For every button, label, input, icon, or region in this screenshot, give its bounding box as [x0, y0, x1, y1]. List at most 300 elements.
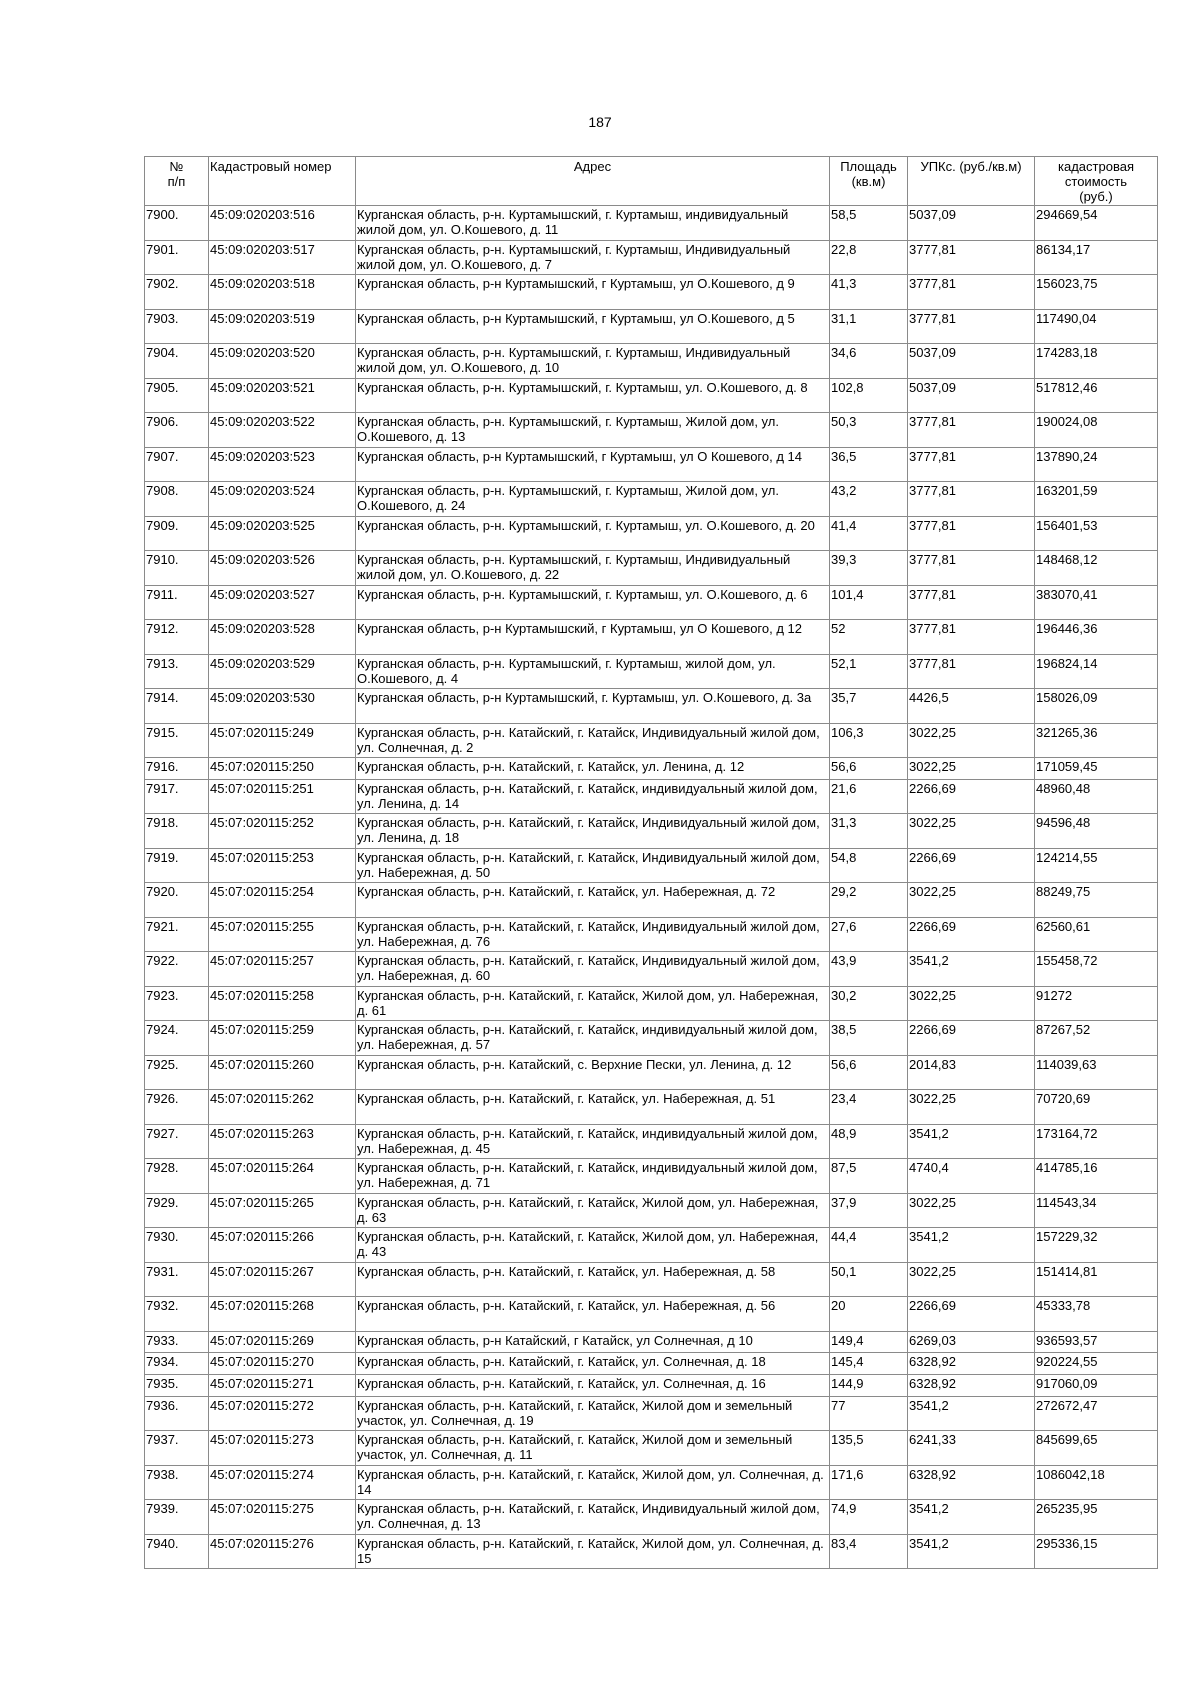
cadastral-value-cell: 845699,65 — [1035, 1431, 1158, 1466]
row-number-cell: 7929. — [145, 1193, 209, 1228]
cadastral-number-cell: 45:07:020115:272 — [209, 1396, 356, 1431]
row-number-cell: 7903. — [145, 309, 209, 344]
row-number-cell: 7936. — [145, 1396, 209, 1431]
cadastral-number-cell: 45:09:020203:524 — [209, 482, 356, 517]
address-cell: Курганская область, р-н. Куртамышский, г. Куртамыш, Индивидуальный жилой дом, ул. О.Кошевого, д. 10 — [356, 344, 830, 379]
cadastral-number-cell: 45:09:020203:530 — [209, 689, 356, 724]
row-number-cell: 7906. — [145, 413, 209, 448]
upks-cell: 3022,25 — [908, 1262, 1035, 1297]
table-row — [145, 1159, 1158, 1194]
table-row — [145, 1500, 1158, 1535]
cadastral-number-cell: 45:07:020115:252 — [209, 814, 356, 849]
address-cell: Курганская область, р-н. Катайский, г. Катайск, ул. Ленина, д. 12 — [356, 758, 830, 780]
header-area-line-1: Площадь — [840, 159, 897, 174]
upks-cell: 3541,2 — [908, 1500, 1035, 1535]
row-number-cell: 7935. — [145, 1375, 209, 1397]
upks-cell: 3777,81 — [908, 275, 1035, 310]
table-row — [145, 758, 1158, 780]
address-cell: Курганская область, р-н. Катайский, г. Катайск, Жилой дом и земельный участок, ул. Солнечная, д. 19 — [356, 1396, 830, 1431]
cadastral-number-cell: 45:07:020115:273 — [209, 1431, 356, 1466]
row-number-cell: 7940. — [145, 1534, 209, 1569]
upks-cell: 3541,2 — [908, 1228, 1035, 1263]
upks-cell: 6241,33 — [908, 1431, 1035, 1466]
upks-cell: 2266,69 — [908, 848, 1035, 883]
table-row — [145, 482, 1158, 517]
upks-cell: 3022,25 — [908, 1193, 1035, 1228]
address-cell: Курганская область, р-н Катайский, г Катайск, ул Солнечная, д 10 — [356, 1331, 830, 1353]
cadastral-value-cell: 87267,52 — [1035, 1021, 1158, 1056]
row-number-cell: 7905. — [145, 378, 209, 413]
cadastral-number-cell: 45:07:020115:265 — [209, 1193, 356, 1228]
table-row — [145, 1465, 1158, 1500]
cadastral-value-cell: 265235,95 — [1035, 1500, 1158, 1535]
area-cell: 20 — [830, 1297, 908, 1332]
address-cell: Курганская область, р-н. Катайский, г. Катайск, индивидуальный жилой дом, ул. Набережная, д. 71 — [356, 1159, 830, 1194]
cadastral-value-cell: 48960,48 — [1035, 779, 1158, 814]
cadastral-value-cell: 114039,63 — [1035, 1055, 1158, 1090]
upks-cell: 2014,83 — [908, 1055, 1035, 1090]
cadastral-value-cell: 414785,16 — [1035, 1159, 1158, 1194]
area-cell: 48,9 — [830, 1124, 908, 1159]
header-value-line-1: кадастровая — [1058, 159, 1134, 174]
row-number-cell: 7930. — [145, 1228, 209, 1263]
address-cell: Курганская область, р-н. Катайский, г. Катайск, Жилой дом, ул. Набережная, д. 43 — [356, 1228, 830, 1263]
address-cell: Курганская область, р-н. Куртамышский, г. Куртамыш, жилой дом, ул. О.Кошевого, д. 4 — [356, 654, 830, 689]
header-num — [145, 157, 209, 206]
address-cell: Курганская область, р-н. Куртамышский, г. Куртамыш, ул. О.Кошевого, д. 20 — [356, 516, 830, 551]
cadastral-number-cell: 45:09:020203:521 — [209, 378, 356, 413]
table-row — [145, 1431, 1158, 1466]
address-cell: Курганская область, р-н. Куртамышский, г. Куртамыш, индивидуальный жилой дом, ул. О.Кошевого, д. 11 — [356, 206, 830, 241]
header-cadastral-number-text: Кадастровый номер — [210, 159, 332, 174]
address-cell: Курганская область, р-н. Катайский, г. Катайск, ул. Набережная, д. 51 — [356, 1090, 830, 1125]
address-cell: Курганская область, р-н. Катайский, г. Катайск, ул. Набережная, д. 58 — [356, 1262, 830, 1297]
header-area — [830, 157, 908, 206]
area-cell: 41,4 — [830, 516, 908, 551]
table-row — [145, 1396, 1158, 1431]
cadastral-value-table — [144, 156, 1158, 1569]
address-cell: Курганская область, р-н. Катайский, г. Катайск, Жилой дом, ул. Солнечная, д. 14 — [356, 1465, 830, 1500]
table-row — [145, 1375, 1158, 1397]
cadastral-number-cell: 45:07:020115:276 — [209, 1534, 356, 1569]
cadastral-value-cell: 137890,24 — [1035, 447, 1158, 482]
row-number-cell: 7908. — [145, 482, 209, 517]
address-cell: Курганская область, р-н. Катайский, с. Верхние Пески, ул. Ленина, д. 12 — [356, 1055, 830, 1090]
area-cell: 30,2 — [830, 986, 908, 1021]
upks-cell: 4426,5 — [908, 689, 1035, 724]
address-cell: Курганская область, р-н. Катайский, г. Катайск, индивидуальный жилой дом, ул. Ленина, д. 14 — [356, 779, 830, 814]
upks-cell: 3541,2 — [908, 952, 1035, 987]
table-row — [145, 585, 1158, 620]
upks-cell: 3777,81 — [908, 482, 1035, 517]
address-cell: Курганская область, р-н. Катайский, г. Катайск, ул. Солнечная, д. 16 — [356, 1375, 830, 1397]
cadastral-value-cell: 1086042,18 — [1035, 1465, 1158, 1500]
cadastral-value-cell: 62560,61 — [1035, 917, 1158, 952]
upks-cell: 5037,09 — [908, 378, 1035, 413]
address-cell: Курганская область, р-н. Катайский, г. Катайск, Жилой дом, ул. Солнечная, д. 15 — [356, 1534, 830, 1569]
cadastral-value-cell: 114543,34 — [1035, 1193, 1158, 1228]
cadastral-number-cell: 45:07:020115:255 — [209, 917, 356, 952]
cadastral-value-cell: 917060,09 — [1035, 1375, 1158, 1397]
table-row — [145, 620, 1158, 655]
area-cell: 52,1 — [830, 654, 908, 689]
upks-cell: 6328,92 — [908, 1465, 1035, 1500]
area-cell: 149,4 — [830, 1331, 908, 1353]
area-cell: 87,5 — [830, 1159, 908, 1194]
cadastral-value-cell: 936593,57 — [1035, 1331, 1158, 1353]
area-cell: 74,9 — [830, 1500, 908, 1535]
cadastral-value-cell: 70720,69 — [1035, 1090, 1158, 1125]
cadastral-number-cell: 45:07:020115:260 — [209, 1055, 356, 1090]
upks-cell: 3777,81 — [908, 447, 1035, 482]
cadastral-value-cell: 174283,18 — [1035, 344, 1158, 379]
header-num-line-2: п/п — [167, 174, 186, 189]
cadastral-number-cell: 45:07:020115:250 — [209, 758, 356, 780]
table-row — [145, 516, 1158, 551]
row-number-cell: 7922. — [145, 952, 209, 987]
cadastral-number-cell: 45:07:020115:264 — [209, 1159, 356, 1194]
upks-cell: 3777,81 — [908, 516, 1035, 551]
area-cell: 54,8 — [830, 848, 908, 883]
cadastral-number-cell: 45:07:020115:271 — [209, 1375, 356, 1397]
address-cell: Курганская область, р-н. Катайский, г. Катайск, индивидуальный жилой дом, ул. Набережная, д. 57 — [356, 1021, 830, 1056]
address-cell: Курганская область, р-н Куртамышский, г Куртамыш, ул О.Кошевого, д 5 — [356, 309, 830, 344]
cadastral-value-cell: 117490,04 — [1035, 309, 1158, 344]
table-row — [145, 1262, 1158, 1297]
area-cell: 101,4 — [830, 585, 908, 620]
address-cell: Курганская область, р-н Куртамышский, г Куртамыш, ул О Кошевого, д 12 — [356, 620, 830, 655]
header-upks — [908, 157, 1035, 206]
cadastral-value-cell: 196446,36 — [1035, 620, 1158, 655]
area-cell: 37,9 — [830, 1193, 908, 1228]
cadastral-number-cell: 45:07:020115:259 — [209, 1021, 356, 1056]
cadastral-value-cell: 383070,41 — [1035, 585, 1158, 620]
address-cell: Курганская область, р-н. Катайский, г. Катайск, Индивидуальный жилой дом, ул. Солнечная, д. 2 — [356, 723, 830, 758]
table-row — [145, 1021, 1158, 1056]
cadastral-value-cell: 173164,72 — [1035, 1124, 1158, 1159]
upks-cell: 2266,69 — [908, 1297, 1035, 1332]
row-number-cell: 7909. — [145, 516, 209, 551]
cadastral-value-cell: 295336,15 — [1035, 1534, 1158, 1569]
header-upks-text: УПКс. (руб./кв.м) — [920, 159, 1022, 174]
address-cell: Курганская область, р-н Куртамышский, г. Куртамыш, ул. О.Кошевого, д. 3а — [356, 689, 830, 724]
area-cell: 144,9 — [830, 1375, 908, 1397]
cadastral-value-cell: 171059,45 — [1035, 758, 1158, 780]
row-number-cell: 7924. — [145, 1021, 209, 1056]
table-row — [145, 309, 1158, 344]
row-number-cell: 7901. — [145, 240, 209, 275]
table-row — [145, 413, 1158, 448]
upks-cell: 3777,81 — [908, 240, 1035, 275]
cadastral-number-cell: 45:09:020203:516 — [209, 206, 356, 241]
cadastral-number-cell: 45:07:020115:269 — [209, 1331, 356, 1353]
area-cell: 41,3 — [830, 275, 908, 310]
row-number-cell: 7926. — [145, 1090, 209, 1125]
table-header-row — [145, 157, 1158, 206]
upks-cell: 3777,81 — [908, 309, 1035, 344]
area-cell: 106,3 — [830, 723, 908, 758]
row-number-cell: 7915. — [145, 723, 209, 758]
table-row — [145, 917, 1158, 952]
cadastral-value-cell: 94596,48 — [1035, 814, 1158, 849]
page-number: 187 — [588, 114, 612, 130]
address-cell: Курганская область, р-н. Катайский, г. Катайск, ул. Солнечная, д. 18 — [356, 1353, 830, 1375]
table-row — [145, 1055, 1158, 1090]
address-cell: Курганская область, р-н. Куртамышский, г. Куртамыш, ул. О.Кошевого, д. 6 — [356, 585, 830, 620]
table-row — [145, 344, 1158, 379]
table-row — [145, 447, 1158, 482]
upks-cell: 2266,69 — [908, 1021, 1035, 1056]
cadastral-number-cell: 45:07:020115:263 — [209, 1124, 356, 1159]
table-row — [145, 986, 1158, 1021]
upks-cell: 2266,69 — [908, 779, 1035, 814]
cadastral-number-cell: 45:07:020115:257 — [209, 952, 356, 987]
cadastral-value-cell: 151414,81 — [1035, 1262, 1158, 1297]
cadastral-number-cell: 45:07:020115:249 — [209, 723, 356, 758]
row-number-cell: 7913. — [145, 654, 209, 689]
cadastral-value-cell: 294669,54 — [1035, 206, 1158, 241]
upks-cell: 3777,81 — [908, 620, 1035, 655]
area-cell: 77 — [830, 1396, 908, 1431]
upks-cell: 3022,25 — [908, 883, 1035, 918]
row-number-cell: 7907. — [145, 447, 209, 482]
upks-cell: 3777,81 — [908, 413, 1035, 448]
cadastral-value-cell: 158026,09 — [1035, 689, 1158, 724]
address-cell: Курганская область, р-н. Катайский, г. Катайск, Индивидуальный жилой дом, ул. Ленина, д. 18 — [356, 814, 830, 849]
table-row — [145, 1124, 1158, 1159]
cadastral-number-cell: 45:09:020203:526 — [209, 551, 356, 586]
row-number-cell: 7912. — [145, 620, 209, 655]
upks-cell: 3541,2 — [908, 1124, 1035, 1159]
address-cell: Курганская область, р-н Куртамышский, г Куртамыш, ул О Кошевого, д 14 — [356, 447, 830, 482]
upks-cell: 3777,81 — [908, 585, 1035, 620]
address-cell: Курганская область, р-н. Катайский, г. Катайск, Индивидуальный жилой дом, ул. Солнечная, д. 13 — [356, 1500, 830, 1535]
table-row — [145, 814, 1158, 849]
cadastral-number-cell: 45:07:020115:266 — [209, 1228, 356, 1263]
upks-cell: 6328,92 — [908, 1375, 1035, 1397]
cadastral-number-cell: 45:09:020203:518 — [209, 275, 356, 310]
row-number-cell: 7927. — [145, 1124, 209, 1159]
cadastral-value-cell: 920224,55 — [1035, 1353, 1158, 1375]
area-cell: 27,6 — [830, 917, 908, 952]
area-cell: 21,6 — [830, 779, 908, 814]
row-number-cell: 7904. — [145, 344, 209, 379]
address-cell: Курганская область, р-н. Катайский, г. Катайск, Индивидуальный жилой дом, ул. Набережная, д. 76 — [356, 917, 830, 952]
row-number-cell: 7932. — [145, 1297, 209, 1332]
cadastral-number-cell: 45:07:020115:254 — [209, 883, 356, 918]
cadastral-number-cell: 45:09:020203:529 — [209, 654, 356, 689]
address-cell: Курганская область, р-н. Катайский, г. Катайск, индивидуальный жилой дом, ул. Набережная, д. 45 — [356, 1124, 830, 1159]
table-row — [145, 240, 1158, 275]
area-cell: 56,6 — [830, 1055, 908, 1090]
row-number-cell: 7928. — [145, 1159, 209, 1194]
cadastral-value-cell: 156023,75 — [1035, 275, 1158, 310]
table-row — [145, 1353, 1158, 1375]
address-cell: Курганская область, р-н Куртамышский, г Куртамыш, ул О.Кошевого, д 9 — [356, 275, 830, 310]
address-cell: Курганская область, р-н. Катайский, г. Катайск, Жилой дом и земельный участок, ул. Солнечная, д. 11 — [356, 1431, 830, 1466]
cadastral-value-cell: 124214,55 — [1035, 848, 1158, 883]
cadastral-number-cell: 45:07:020115:275 — [209, 1500, 356, 1535]
row-number-cell: 7900. — [145, 206, 209, 241]
address-cell: Курганская область, р-н. Куртамышский, г. Куртамыш, ул. О.Кошевого, д. 8 — [356, 378, 830, 413]
area-cell: 36,5 — [830, 447, 908, 482]
row-number-cell: 7902. — [145, 275, 209, 310]
cadastral-number-cell: 45:07:020115:253 — [209, 848, 356, 883]
table-row — [145, 275, 1158, 310]
cadastral-number-cell: 45:09:020203:527 — [209, 585, 356, 620]
row-number-cell: 7921. — [145, 917, 209, 952]
table-row — [145, 1534, 1158, 1569]
table-row — [145, 206, 1158, 241]
cadastral-number-cell: 45:09:020203:517 — [209, 240, 356, 275]
cadastral-value-cell: 190024,08 — [1035, 413, 1158, 448]
row-number-cell: 7919. — [145, 848, 209, 883]
table-row — [145, 551, 1158, 586]
table-row — [145, 883, 1158, 918]
upks-cell: 3022,25 — [908, 758, 1035, 780]
table-row — [145, 723, 1158, 758]
cadastral-number-cell: 45:07:020115:262 — [209, 1090, 356, 1125]
area-cell: 44,4 — [830, 1228, 908, 1263]
cadastral-value-cell: 148468,12 — [1035, 551, 1158, 586]
table-row — [145, 1331, 1158, 1353]
upks-cell: 6328,92 — [908, 1353, 1035, 1375]
row-number-cell: 7920. — [145, 883, 209, 918]
upks-cell: 3022,25 — [908, 814, 1035, 849]
cadastral-value-cell: 156401,53 — [1035, 516, 1158, 551]
address-cell: Курганская область, р-н. Катайский, г. Катайск, Жилой дом, ул. Набережная, д. 63 — [356, 1193, 830, 1228]
cadastral-number-cell: 45:09:020203:519 — [209, 309, 356, 344]
cadastral-value-cell: 88249,75 — [1035, 883, 1158, 918]
area-cell: 50,3 — [830, 413, 908, 448]
upks-cell: 3022,25 — [908, 1090, 1035, 1125]
table-row — [145, 1297, 1158, 1332]
cadastral-value-cell: 157229,32 — [1035, 1228, 1158, 1263]
upks-cell: 5037,09 — [908, 206, 1035, 241]
cadastral-value-cell: 155458,72 — [1035, 952, 1158, 987]
area-cell: 50,1 — [830, 1262, 908, 1297]
table-row — [145, 952, 1158, 987]
address-cell: Курганская область, р-н. Катайский, г. Катайск, Индивидуальный жилой дом, ул. Набережная, д. 50 — [356, 848, 830, 883]
cadastral-value-cell: 45333,78 — [1035, 1297, 1158, 1332]
address-cell: Курганская область, р-н. Катайский, г. Катайск, ул. Набережная, д. 56 — [356, 1297, 830, 1332]
table-row — [145, 1090, 1158, 1125]
header-num-line-1: № — [169, 159, 184, 174]
cadastral-value-cell: 86134,17 — [1035, 240, 1158, 275]
upks-cell: 3541,2 — [908, 1534, 1035, 1569]
cadastral-value-cell: 321265,36 — [1035, 723, 1158, 758]
cadastral-number-cell: 45:09:020203:528 — [209, 620, 356, 655]
table-row — [145, 779, 1158, 814]
cadastral-number-cell: 45:09:020203:522 — [209, 413, 356, 448]
cadastral-number-cell: 45:07:020115:267 — [209, 1262, 356, 1297]
cadastral-number-cell: 45:07:020115:258 — [209, 986, 356, 1021]
table-row — [145, 378, 1158, 413]
row-number-cell: 7931. — [145, 1262, 209, 1297]
area-cell: 171,6 — [830, 1465, 908, 1500]
area-cell: 31,3 — [830, 814, 908, 849]
upks-cell: 2266,69 — [908, 917, 1035, 952]
address-cell: Курганская область, р-н. Куртамышский, г. Куртамыш, Жилой дом, ул. О.Кошевого, д. 24 — [356, 482, 830, 517]
cadastral-number-cell: 45:07:020115:251 — [209, 779, 356, 814]
row-number-cell: 7916. — [145, 758, 209, 780]
area-cell: 31,1 — [830, 309, 908, 344]
area-cell: 83,4 — [830, 1534, 908, 1569]
upks-cell: 3022,25 — [908, 723, 1035, 758]
row-number-cell: 7933. — [145, 1331, 209, 1353]
upks-cell: 3022,25 — [908, 986, 1035, 1021]
address-cell: Курганская область, р-н. Катайский, г. Катайск, ул. Набережная, д. 72 — [356, 883, 830, 918]
area-cell: 29,2 — [830, 883, 908, 918]
cadastral-number-cell: 45:07:020115:270 — [209, 1353, 356, 1375]
row-number-cell: 7937. — [145, 1431, 209, 1466]
row-number-cell: 7938. — [145, 1465, 209, 1500]
upks-cell: 6269,03 — [908, 1331, 1035, 1353]
address-cell: Курганская область, р-н. Куртамышский, г. Куртамыш, Жилой дом, ул. О.Кошевого, д. 13 — [356, 413, 830, 448]
cadastral-number-cell: 45:07:020115:268 — [209, 1297, 356, 1332]
area-cell: 52 — [830, 620, 908, 655]
cadastral-number-cell: 45:09:020203:525 — [209, 516, 356, 551]
address-cell: Курганская область, р-н. Куртамышский, г. Куртамыш, Индивидуальный жилой дом, ул. О.Кошевого, д. 7 — [356, 240, 830, 275]
row-number-cell: 7939. — [145, 1500, 209, 1535]
cadastral-number-cell: 45:07:020115:274 — [209, 1465, 356, 1500]
upks-cell: 3541,2 — [908, 1396, 1035, 1431]
table-row — [145, 1228, 1158, 1263]
table-body — [145, 206, 1158, 1569]
header-cadastral-value — [1035, 157, 1158, 206]
table-row — [145, 689, 1158, 724]
area-cell: 43,9 — [830, 952, 908, 987]
row-number-cell: 7934. — [145, 1353, 209, 1375]
header-address — [356, 157, 830, 206]
cadastral-value-cell: 196824,14 — [1035, 654, 1158, 689]
area-cell: 23,4 — [830, 1090, 908, 1125]
area-cell: 39,3 — [830, 551, 908, 586]
row-number-cell: 7925. — [145, 1055, 209, 1090]
address-cell: Курганская область, р-н. Катайский, г. Катайск, Жилой дом, ул. Набережная, д. 61 — [356, 986, 830, 1021]
header-address-text: Адрес — [573, 159, 612, 174]
area-cell: 56,6 — [830, 758, 908, 780]
row-number-cell: 7914. — [145, 689, 209, 724]
upks-cell: 5037,09 — [908, 344, 1035, 379]
area-cell: 38,5 — [830, 1021, 908, 1056]
upks-cell: 3777,81 — [908, 654, 1035, 689]
cadastral-number-cell: 45:09:020203:520 — [209, 344, 356, 379]
area-cell: 22,8 — [830, 240, 908, 275]
cadastral-value-cell: 517812,46 — [1035, 378, 1158, 413]
row-number-cell: 7910. — [145, 551, 209, 586]
header-value-line-3: (руб.) — [1079, 189, 1113, 204]
area-cell: 102,8 — [830, 378, 908, 413]
header-area-line-2: (кв.м) — [851, 174, 886, 189]
area-cell: 58,5 — [830, 206, 908, 241]
header-value-line-2: стоимость — [1064, 174, 1128, 189]
upks-cell: 3777,81 — [908, 551, 1035, 586]
address-cell: Курганская область, р-н. Куртамышский, г. Куртамыш, Индивидуальный жилой дом, ул. О.Кошевого, д. 22 — [356, 551, 830, 586]
row-number-cell: 7923. — [145, 986, 209, 1021]
row-number-cell: 7918. — [145, 814, 209, 849]
area-cell: 43,2 — [830, 482, 908, 517]
table-row — [145, 1193, 1158, 1228]
table-row — [145, 654, 1158, 689]
row-number-cell: 7911. — [145, 585, 209, 620]
area-cell: 34,6 — [830, 344, 908, 379]
upks-cell: 4740,4 — [908, 1159, 1035, 1194]
address-cell: Курганская область, р-н. Катайский, г. Катайск, Индивидуальный жилой дом, ул. Набережная, д. 60 — [356, 952, 830, 987]
table-row — [145, 848, 1158, 883]
area-cell: 145,4 — [830, 1353, 908, 1375]
row-number-cell: 7917. — [145, 779, 209, 814]
